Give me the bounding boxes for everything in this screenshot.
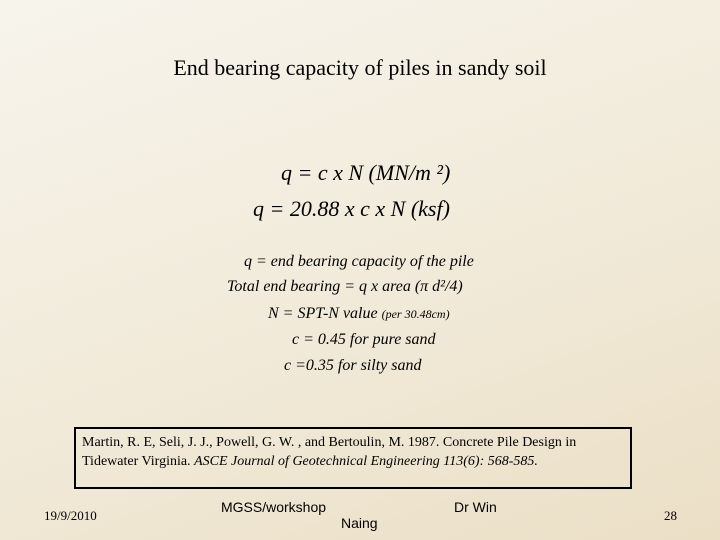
footer-date: 19/9/2010 (44, 508, 97, 523)
definition-n (268, 305, 450, 323)
formula-q-ksf: q = 20.88 x c x N (ksf) (253, 196, 450, 221)
footer-author-first: Dr Win (454, 499, 497, 515)
definition-total-end-bearing: Total end bearing = q x area (π d²/4) (227, 278, 463, 295)
reference-citation: Martin, R. E, Seli, J. J., Powell, G. W. , and Bertoulin, M. 1987. Concrete Pile Design in Tidewater Virginia. (82, 435, 577, 469)
definition-c-silty: c =0.35 for silty sand (284, 357, 422, 374)
definition-c-pure: c = 0.45 for pure sand (292, 331, 436, 348)
reference-box (74, 427, 632, 489)
footer-workshop: MGSS/workshop (221, 499, 327, 515)
definition-n-note: (per 30.48cm) (381, 307, 450, 321)
slide-number: 28 (664, 508, 677, 523)
definition-n-main: N = SPT-N value (268, 305, 378, 322)
formula-q-mn: q = c x N (MN/m ²) (281, 160, 451, 185)
footer-author-last: Naing (341, 515, 378, 531)
definition-q: q = end bearing capacity of the pile (244, 253, 474, 270)
reference-journal: ASCE Journal of Geotechnical Engineering 113(6): 568-585. (194, 454, 538, 469)
slide-title: End bearing capacity of piles in sandy soil (173, 55, 547, 80)
